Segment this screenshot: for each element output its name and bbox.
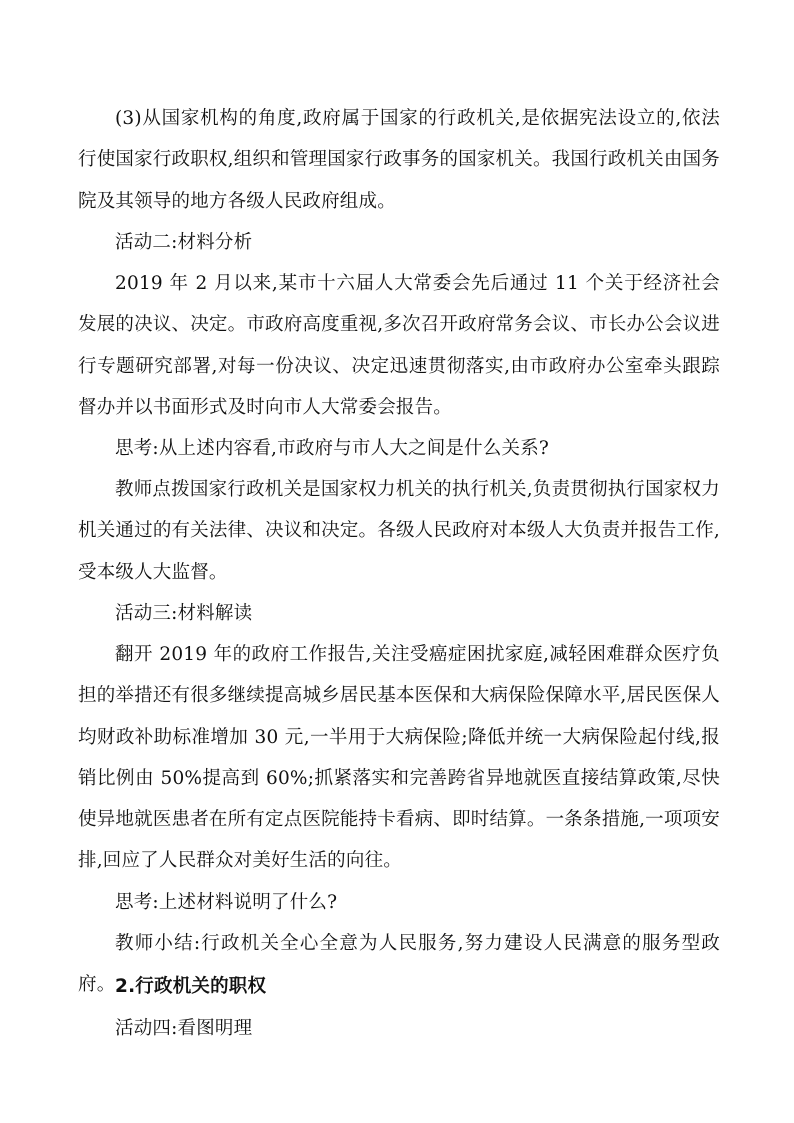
activity-four-heading: 活动四:看图明理 [115, 1018, 253, 1039]
paragraph-state-organ: (3)从国家机构的角度,政府属于国家的行政机关,是依据宪法设立的,依法行使国家行政职权,组织和管理国家行政事务的国家机关。我国行政机关由国务院及其领导的地方各级人民政府组成。 [78, 108, 720, 212]
question-relationship: 思考:从上述内容看,市政府与市人大之间是什么关系? [115, 438, 550, 459]
paragraph-material-analysis: 2019 年 2 月以来,某市十六届人大常委会先后通过 11 个关于经济社会发展的决议、决定。市政府高度重视,多次召开政府常务会议、市长办公会议进行专题研究部署,对每一份决议、决定迅速贯彻落实,由市政府办公室牵头跟踪督办并以书面形式及时向市人大常委会报告。 [78, 273, 720, 418]
question-material-meaning: 思考:上述材料说明了什么? [115, 892, 338, 913]
activity-three-heading: 活动三:材料解读 [115, 603, 253, 624]
paragraph-work-report: 翻开 2019 年的政府工作报告,关注受癌症困扰家庭,减轻困难群众医疗负担的举措还有很多继续提高城乡居民基本医保和大病保险保障水平,居民医保人均财政补助标准增加 30 元,一半用于大病保险;降低并统一大病保险起付线,报销比例由 50%提高到 60%;抓紧落实和完善跨省异地就医直接结算政策,尽快使异地就医患者在所有定点医院能持卡看病、即时结算。一条条措施,一项项安排,回应了人民群众对美好生活的向往。 [78, 644, 720, 872]
teacher-guidance: 教师点拨国家行政机关是国家权力机关的执行机关,负责贯彻执行国家权力机关通过的有关法律、决议和决定。各级人民政府对本级人大负责并报告工作,受本级人大监督。 [78, 479, 720, 583]
activity-two-heading: 活动二:材料分析 [115, 232, 253, 253]
section-heading-admin-powers: 2.行政机关的职权 [115, 976, 267, 997]
teacher-summary: 教师小结:行政机关全心全意为人民服务,努力建设人民满意的服务型政府。 [78, 933, 720, 996]
